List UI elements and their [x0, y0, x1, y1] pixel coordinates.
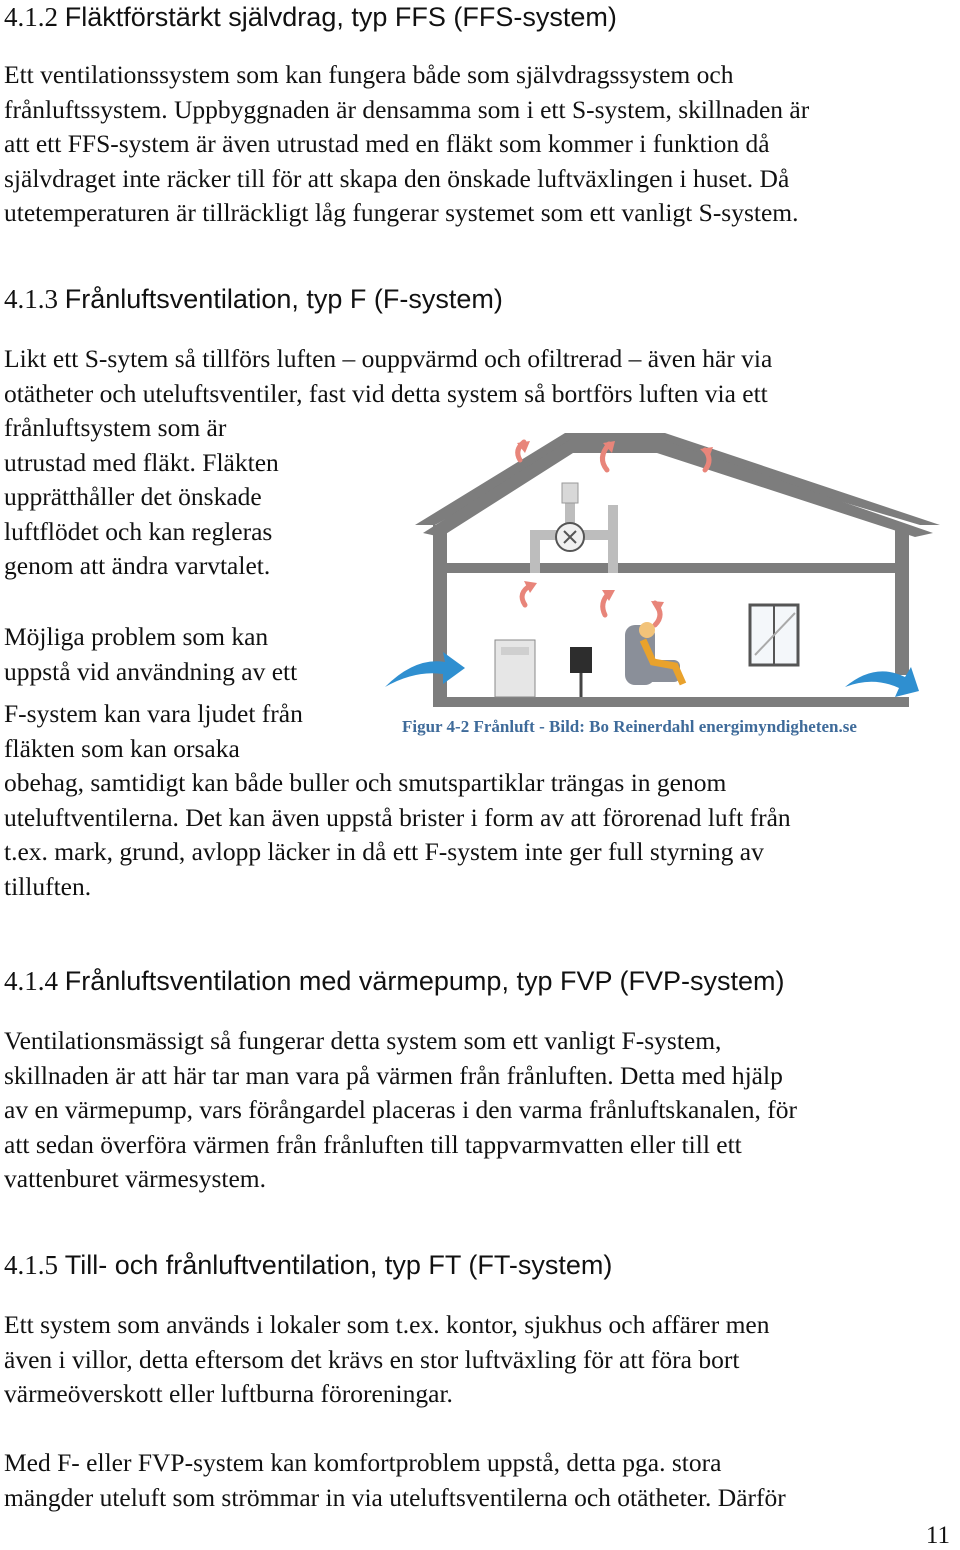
- text-line: genom att ändra varvtalet.: [4, 551, 271, 580]
- paragraph-412: [4, 58, 809, 231]
- text-line: Möjliga problem som kan: [4, 622, 269, 651]
- text-line: även i villor, detta eftersom det krävs en stor luftväxling för att föra bort: [4, 1344, 740, 1374]
- figure-caption: Figur 4-2 Frånluft - Bild: Bo Reinerdahl energimyndigheten.se: [402, 717, 857, 736]
- text-line: t.ex. mark, grund, avlopp läcker in då ett F-system inte ger full styrning av: [4, 837, 764, 866]
- section-number: 4.1.3: [4, 284, 58, 314]
- text-line: att sedan överföra värmen från frånluften till tappvarmvatten eller till ett: [4, 1129, 742, 1159]
- section-heading-415: [4, 1248, 612, 1282]
- paragraph-415-comfort: [4, 1446, 786, 1515]
- fan-icon: [556, 523, 584, 551]
- text-line: av en värmepump, vars förångardel placeras i den varma frånluftskanalen, för: [4, 1095, 797, 1124]
- text-line: värmeöverskott eller luftburna föroreningar.: [4, 1379, 453, 1408]
- paragraph-414: [4, 1024, 797, 1197]
- lamp-shade: [570, 647, 592, 673]
- text-line: uppstå vid användning av ett: [4, 656, 298, 686]
- text-line: Med F- eller FVP-system kan komfortproblem uppstå, detta pga. stora: [4, 1448, 722, 1477]
- section-heading-413: [4, 282, 503, 316]
- house-ventilation-figure: [375, 425, 950, 725]
- text-line: F-system kan vara ljudet från: [4, 699, 303, 728]
- section-heading-412: [4, 0, 617, 34]
- text-line: vattenburet värmesystem.: [4, 1164, 266, 1193]
- text-line: frånluftsystem som är: [4, 413, 227, 442]
- text-line: fläkten som kan orsaka: [4, 733, 240, 763]
- stove-icon: [495, 640, 535, 697]
- text-line: obehag, samtidigt kan både buller och smutspartiklar trängas in genom: [4, 768, 727, 797]
- section-heading-414: [4, 964, 784, 998]
- text-line: Ventilationsmässigt så fungerar detta system som ett vanligt F-system,: [4, 1026, 722, 1055]
- text-line: Ett system som används i lokaler som t.ex. kontor, sjukhus och affärer men: [4, 1310, 770, 1339]
- paragraph-415: [4, 1308, 770, 1412]
- text-line: mängder uteluft som strömmar in via uteluftsventilerna och otätheter. Därför: [4, 1482, 786, 1512]
- window-icon: [750, 605, 798, 665]
- text-line: utetemperaturen är tillräckligt låg fungerar systemet som ett vanligt S-system.: [4, 198, 799, 227]
- section-number: 4.1.4: [4, 966, 58, 996]
- text-line: att ett FFS-system är även utrustad med en fläkt som kommer i funktion då: [4, 129, 770, 158]
- text-line: tilluften.: [4, 871, 92, 901]
- roof-vent: [562, 483, 578, 503]
- text-line: Ett ventilationssystem som kan fungera både som självdragssystem och: [4, 60, 734, 89]
- text-line: frånluftssystem. Uppbyggnaden är densamma som i ett S-system, skillnaden är: [4, 94, 810, 124]
- text-line: luftflödet och kan regleras: [4, 516, 273, 546]
- text-line: otätheter och uteluftsventiler, fast vid detta system så bortförs luften via ett: [4, 378, 768, 408]
- section-title: Fläktförstärkt självdrag, typ FFS (FFS-system): [64, 2, 617, 32]
- armchair-person-icon: [570, 622, 683, 697]
- page-number: 11: [925, 1522, 950, 1549]
- text-line: upprätthåller det önskade: [4, 482, 262, 511]
- section-title: Frånluftsventilation med värmepump, typ FVP (FVP-system): [64, 966, 785, 996]
- text-line: självdraget inte räcker till för att skapa den önskade luftväxlingen i huset. Då: [4, 163, 790, 193]
- section-title: Frånluftsventilation, typ F (F-system): [64, 284, 503, 314]
- text-line: uteluftventilerna. Det kan även uppstå brister i form av att förorenad luft från: [4, 802, 791, 832]
- text-line: skillnaden är att här tar man vara på värmen från frånluften. Detta med hjälp: [4, 1060, 783, 1090]
- text-line: utrustad med fläkt. Fläkten: [4, 447, 279, 477]
- section-title: Till- och frånluftventilation, typ FT (FT-system): [64, 1250, 613, 1280]
- section-number: 4.1.5: [4, 1250, 58, 1280]
- text-line: Likt ett S-sytem så tillförs luften – ouppvärmd och ofiltrerad – även här via: [4, 344, 773, 373]
- section-number: 4.1.2: [4, 2, 58, 32]
